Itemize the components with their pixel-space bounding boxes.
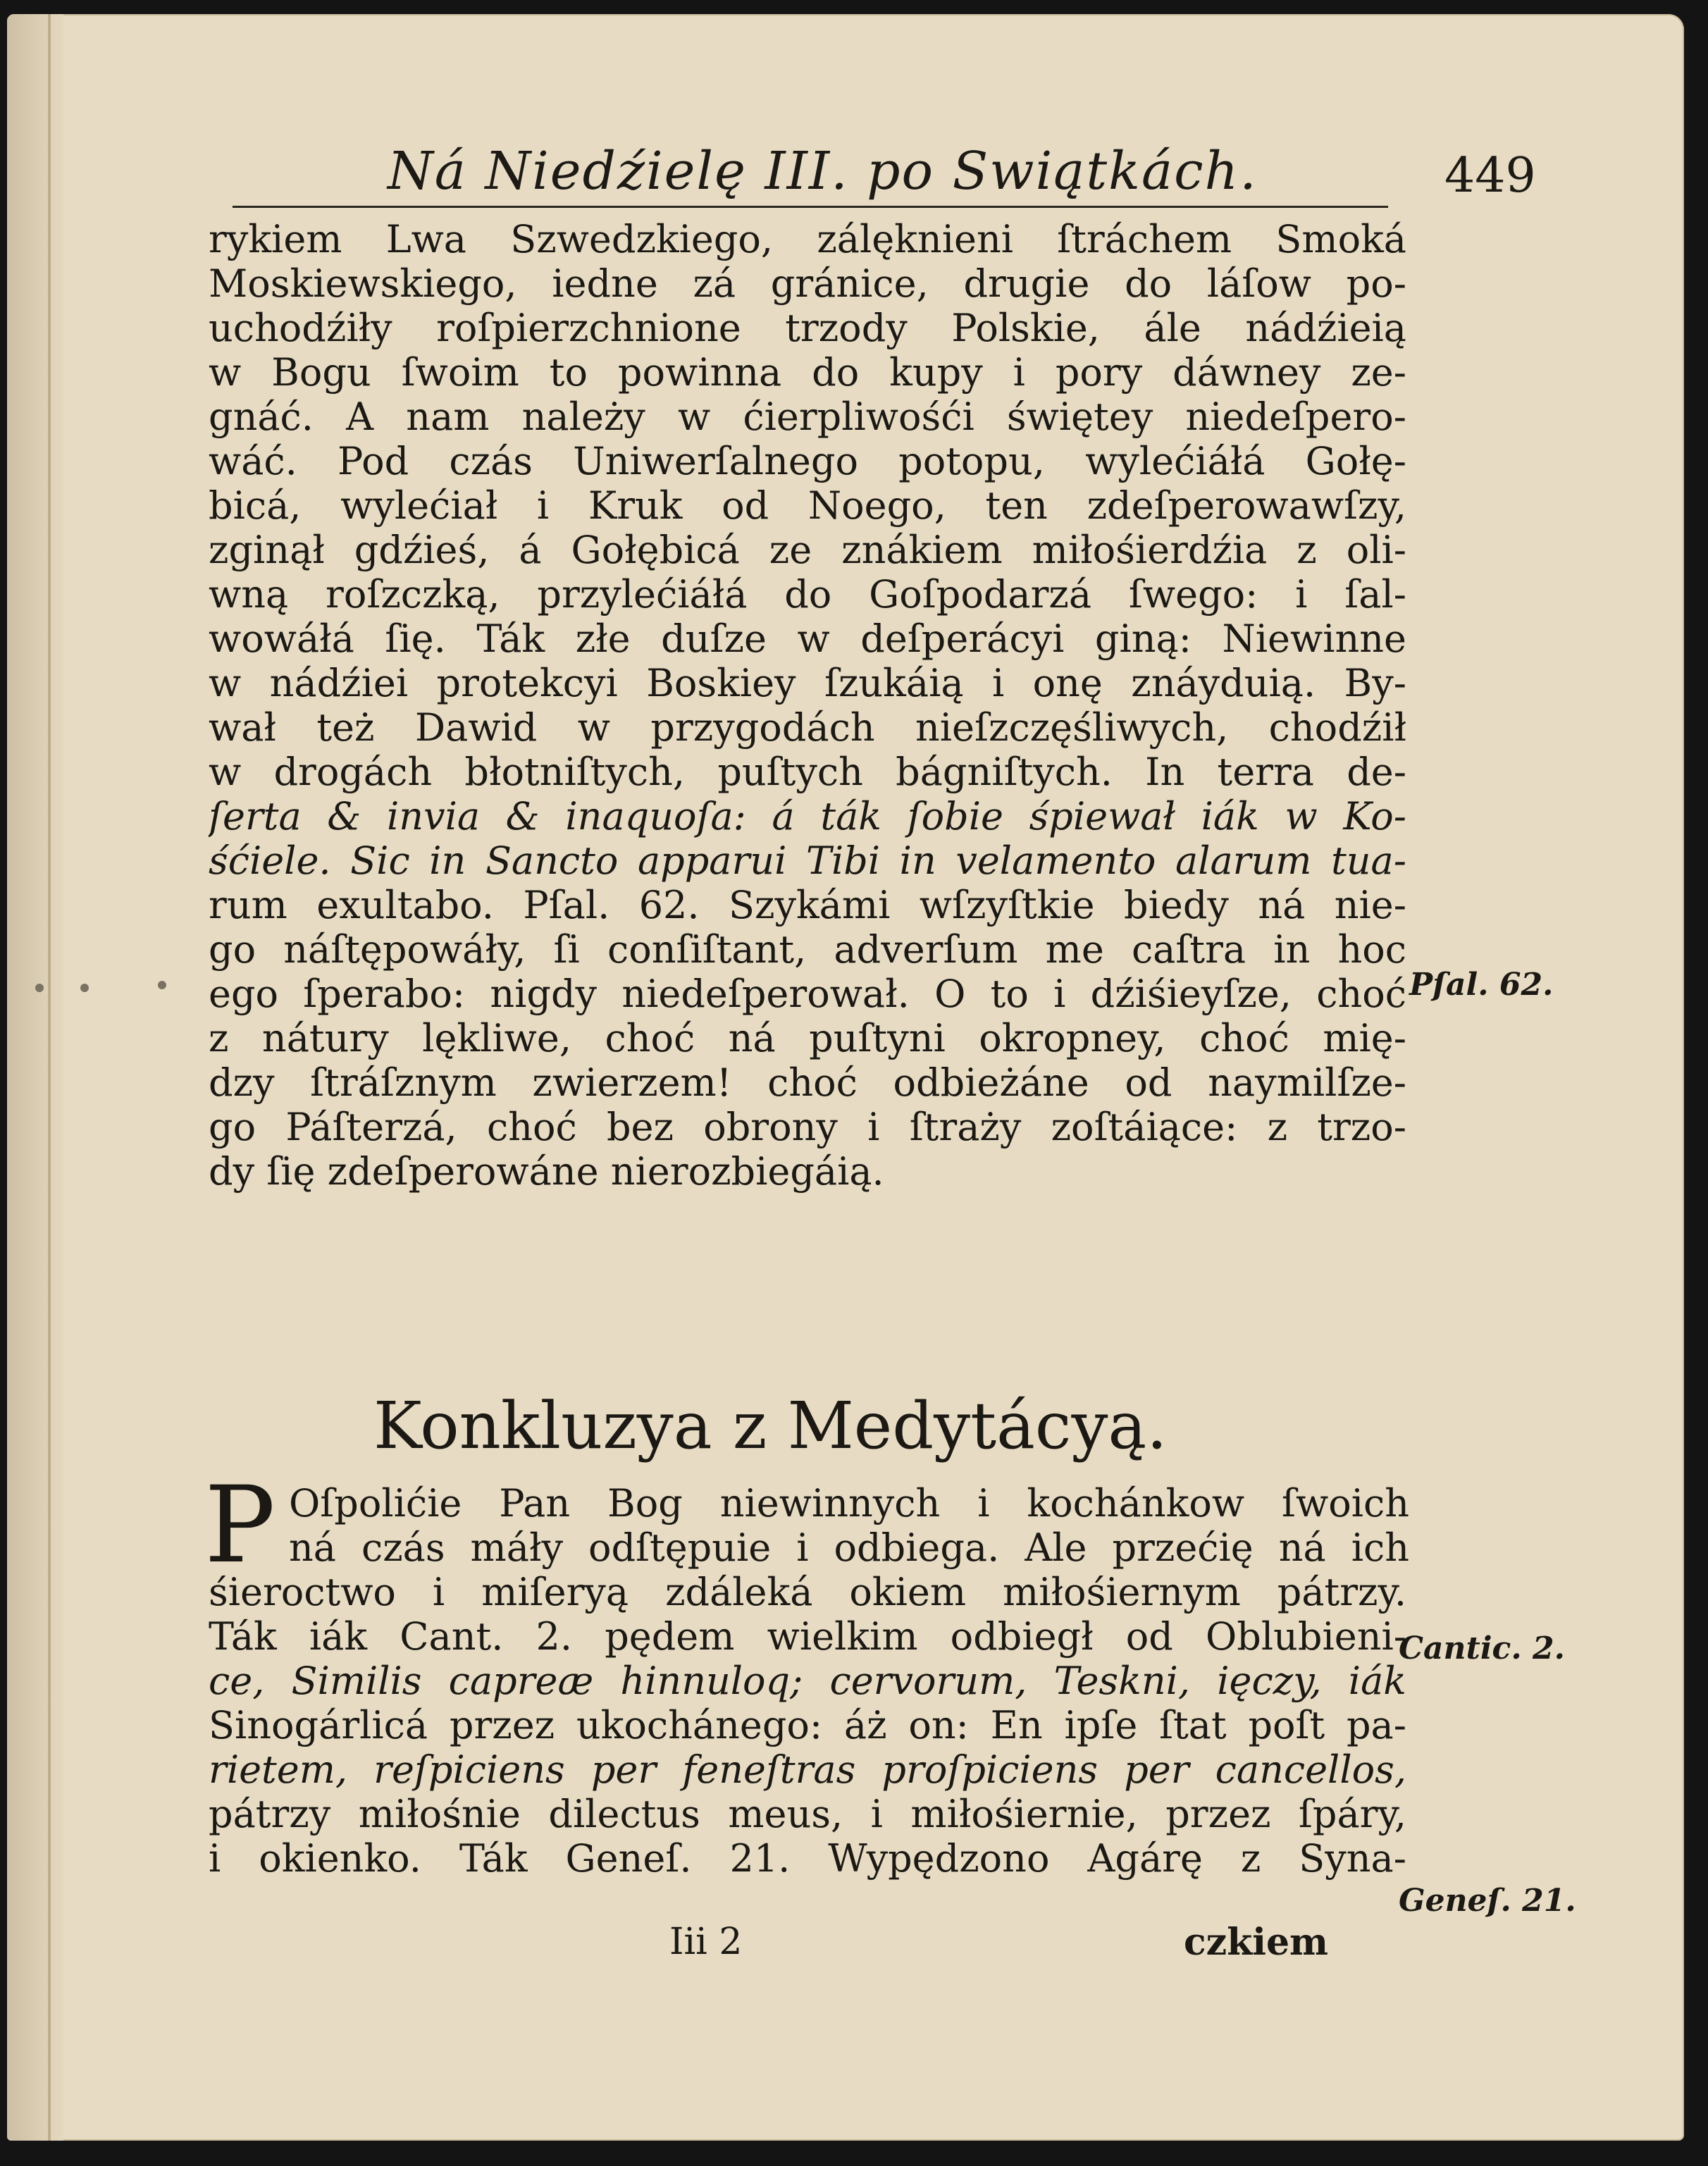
- text-line: rum exultabo. Pſal. 62. Szykámi wſzyſtkie biedy ná nie-: [209, 883, 1406, 927]
- text-line: zginął gdźieś, á Gołębicá ze znákiem miłośierdźia z oli-: [209, 528, 1406, 572]
- text-line: i okienko. Ták Geneſ. 21. Wypędzono Agárę z Syna-: [209, 1836, 1406, 1881]
- catchword: czkiem: [1184, 1921, 1329, 1964]
- text-line: dy ſię zdeſperowáne nierozbiegáią.: [209, 1149, 884, 1194]
- text-line: ná czás máły odſtępuie i odbiega. Ale przećię ná ich: [289, 1526, 1409, 1570]
- text-line: śieroctwo i miſeryą zdáleká okiem miłośiernym pátrzy.: [209, 1570, 1406, 1614]
- book-page: [7, 14, 1684, 2141]
- text-line: w Bogu ſwoim to powinna do kupy i pory dáwney ze-: [209, 350, 1406, 395]
- header-rule: [233, 206, 1388, 208]
- text-line: go Páſterzá, choć bez obrony i ſtraży zoſtáiące: z trzo-: [209, 1105, 1406, 1149]
- drop-cap: P: [204, 1464, 276, 1587]
- text-line: w drogách błotniſtych, puſtych bágniſtych. In terra de-: [209, 750, 1406, 794]
- text-line: bicá, wylećiał i Kruk od Noego, ten zdeſperowawſzy,: [209, 483, 1406, 528]
- running-head: Ná Niedźielę III. po Swiątkách.: [388, 141, 1258, 202]
- paragraph-opening: [289, 1481, 1409, 1570]
- text-line: pátrzy miłośnie dilectus meus, i miłośiernie, przez ſpáry,: [209, 1792, 1406, 1836]
- text-line: Oſpolićie Pan Bog niewinnych i kochánkow ſwoich: [289, 1481, 1409, 1526]
- margin-note: Geneſ. 21.: [1399, 1883, 1576, 1919]
- body-text: [209, 217, 1406, 1194]
- text-line: wáć. Pod czás Uniwerſalnego potopu, wylećiáłá Gołę-: [209, 439, 1406, 483]
- text-line: Sinogárlicá przez ukochánego: áż on: En ipſe ſtat poſt pa-: [209, 1703, 1406, 1747]
- text-line: wowáłá ſię. Ták złe duſze w deſperácyi giną: Niewinne: [209, 617, 1406, 661]
- page-number: 449: [1444, 148, 1536, 204]
- text-line: gnáć. A nam należy w ćierpliwośći świętey niedeſpero-: [209, 395, 1406, 439]
- ink-spot: [35, 984, 44, 992]
- text-line: ego ſperabo: nigdy niedeſperował. O to i dźiśieyſze, choć: [209, 972, 1406, 1016]
- text-line: wał też Dawid w przygodách nieſzczęśliwych, chodźił: [209, 705, 1406, 750]
- section-heading: Konkluzya z Medytácyą.: [373, 1388, 1168, 1463]
- page-gutter: [7, 14, 63, 2141]
- text-line: go náſtępowáły, ſi conſiſtant, adverſum me caſtra in hoc: [209, 927, 1406, 972]
- signature-mark: Iii 2: [669, 1921, 743, 1963]
- text-line: wną roſzczką, przylećiáłá do Goſpodarzá ſwego: i ſal-: [209, 572, 1406, 617]
- text-line: w nádźiei protekcyi Boskiey ſzukáią i onę znáyduią. By-: [209, 661, 1406, 705]
- text-line: śćiele. Sic in Sancto apparui Tibi in velamento alarum tua-: [209, 838, 1406, 883]
- margin-note: Pſal. 62.: [1409, 967, 1554, 1003]
- ink-spot: [158, 981, 166, 989]
- text-line: ſerta & invia & inaquoſa: á ták ſobie śpiewał iák w Ko-: [209, 794, 1406, 838]
- text-line: z nátury lękliwe, choć ná puſtyni okropney, choć mię-: [209, 1016, 1406, 1060]
- text-line: Ták iák Cant. 2. pędem wielkim odbiegł od Oblubieni-: [209, 1614, 1406, 1659]
- text-line: dzy ſtráſznym zwierzem! choć odbieżáne od naymilſze-: [209, 1060, 1406, 1105]
- text-line: rietem, reſpiciens per feneſtras proſpiciens per cancellos,: [209, 1747, 1406, 1792]
- text-line: Moskiewskiego, iedne zá gránice, drugie do láſow po-: [209, 261, 1406, 306]
- text-line: ce, Similis capreæ hinnuloq; cervorum, Teskni, ięczy, iák: [209, 1659, 1406, 1703]
- text-line: uchodźiły roſpierzchnione trzody Polskie, ále nádźieią: [209, 306, 1406, 350]
- gutter-fold-line: [48, 14, 51, 2141]
- ink-spot: [80, 984, 89, 992]
- paragraph-body: [209, 1570, 1406, 1881]
- margin-note: Cantic. 2.: [1399, 1630, 1565, 1666]
- text-line: rykiem Lwa Szwedzkiego, zálęknieni ſtráchem Smoká: [209, 217, 1406, 261]
